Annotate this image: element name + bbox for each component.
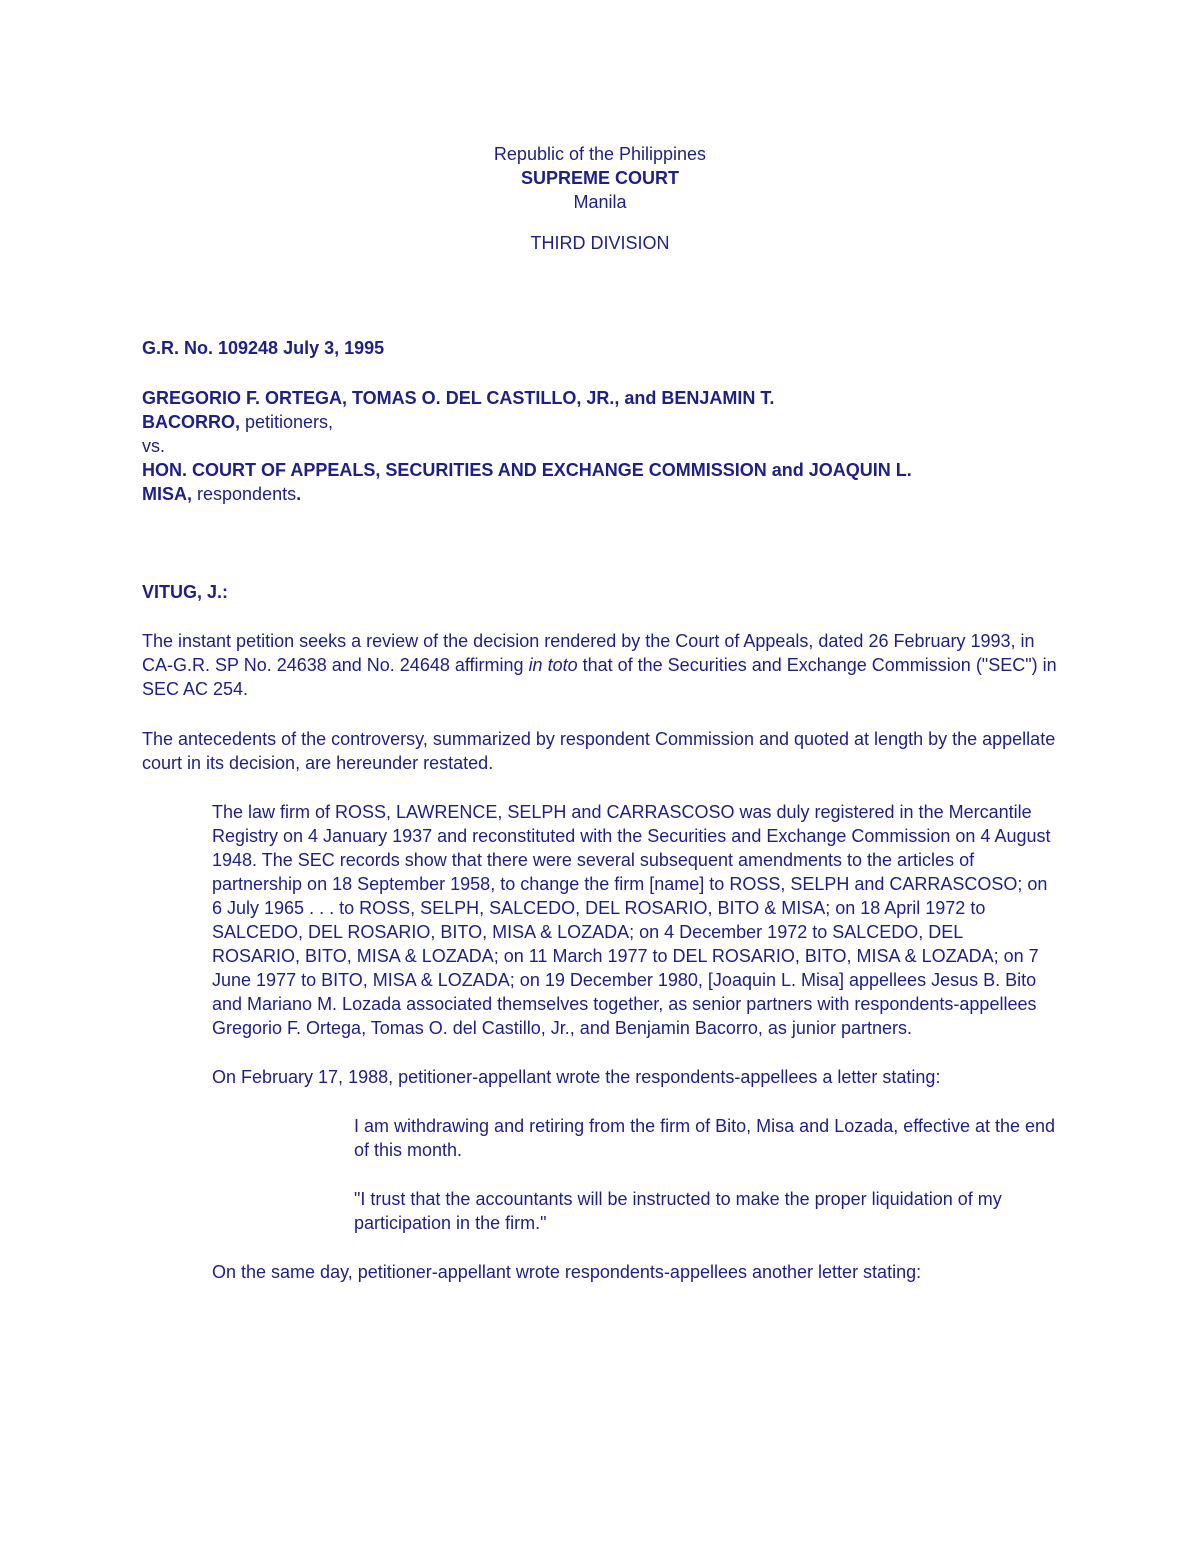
court-city: Manila: [573, 192, 627, 212]
petitioners-name-end: BACORRO,: [142, 412, 240, 432]
paragraph-petition: [142, 629, 1058, 701]
case-parties: [142, 386, 1058, 506]
respondents-line-1: HON. COURT OF APPEALS, SECURITIES AND EXCHANGE COMMISSION and JOAQUIN L.: [142, 460, 912, 480]
respondents-label: respondents: [192, 484, 297, 504]
block-quote: [212, 800, 1052, 1089]
court-header: [142, 142, 1058, 255]
paragraph-antecedents: The antecedents of the controversy, summarized by respondent Commission and quoted at length by the appellate court in its decision, are hereunder restated.: [142, 729, 1056, 773]
paragraph-petition-text-a: The instant petition seeks a review of the decision rendered by the Court of Appeals, dated 26 February 1993, in CA-G.R. SP No. 24638 and No. 24648 affirming: [142, 631, 1035, 675]
latin-phrase: in toto: [528, 655, 578, 675]
letter-line-2: "I trust that the accountants will be instructed to make the proper liquidation of my participation in the firm.": [354, 1189, 1002, 1233]
division-name: THIRD DIVISION: [530, 233, 670, 253]
ponente: VITUG, J.:: [142, 582, 229, 602]
republic-line: Republic of the Philippines: [493, 144, 707, 164]
quote-letter-intro: On February 17, 1988, petitioner-appellant wrote the respondents-appellees a letter stating:: [212, 1067, 941, 1087]
quote-firm-history: The law firm of ROSS, LAWRENCE, SELPH and CARRASCOSO was duly registered in the Mercantile Registry on 4 January 1937 and reconstituted with the Securities and Exchange Commission on 4 August 1948. The SEC records show that there were several subsequent amendments to the articles of partnership on 18 September 1958, to change the firm [name] to ROSS, SELPH and CARRASCOSO; on 6 July 1965 . . . to ROSS, SELPH, SALCEDO, DEL ROSARIO, BITO & MISA; on 18 April 1972 to SALCEDO, DEL ROSARIO, BITO, MISA & LOZADA; on 4 December 1972 to SALCEDO, DEL ROSARIO, BITO, MISA & LOZADA; on 11 March 1977 to DEL ROSARIO, BITO, MISA & LOZADA; on 7 June 1977 to BITO, MISA & LOZADA; on 19 December 1980, [Joaquin L. Misa] appellees Jesus B. Bito and Mariano M. Lozada associated themselves together, as senior partners with respondents-appellees Gregorio F. Ortega, Tomas O. del Castillo, Jr., and Benjamin Bacorro, as junior partners.: [212, 802, 1051, 1038]
nested-letter-quote: [354, 1114, 1064, 1235]
respondents-line-2: [142, 482, 1058, 506]
respondents-name-end: MISA,: [142, 484, 193, 504]
versus: vs.: [142, 436, 166, 456]
court-name: SUPREME COURT: [520, 168, 679, 188]
petitioners-line-2: [142, 410, 1058, 434]
document-page: [142, 142, 1058, 1284]
case-number: G.R. No. 109248 July 3, 1995: [142, 338, 385, 358]
letter-line-1: I am withdrawing and retiring from the firm of Bito, Misa and Lozada, effective at the end of this month.: [354, 1116, 1056, 1160]
quote-second-letter-intro: On the same day, petitioner-appellant wrote respondents-appellees another letter stating:: [212, 1262, 922, 1282]
petitioners-line-1: GREGORIO F. ORTEGA, TOMAS O. DEL CASTILLO, JR., and BENJAMIN T.: [142, 388, 775, 408]
respondents-period: .: [296, 484, 302, 504]
petitioners-label: petitioners,: [240, 412, 334, 432]
paragraph-petition-text-b: that of the Securities and Exchange Commission ("SEC") in SEC AC 254.: [142, 655, 1057, 699]
